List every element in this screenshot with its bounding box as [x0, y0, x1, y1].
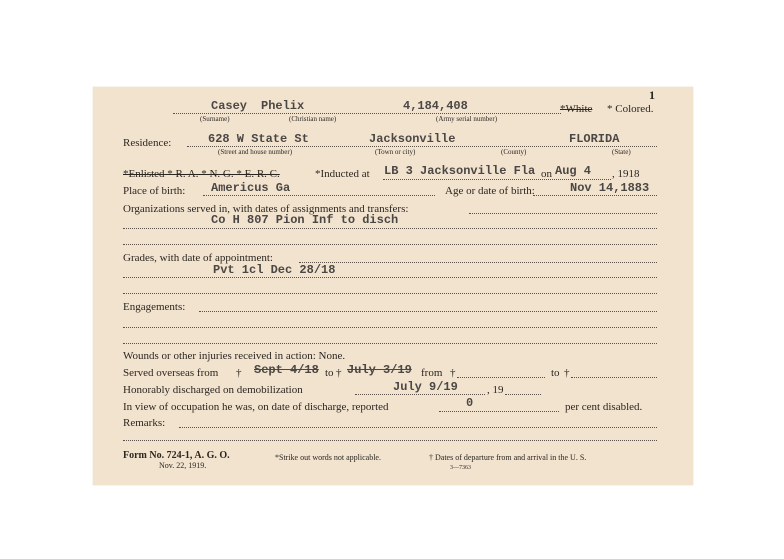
street-caption: (Street and house number)	[218, 148, 293, 156]
remarks-label: Remarks:	[123, 417, 166, 429]
overseas-from-line-2	[457, 377, 545, 378]
remarks-line-1	[179, 427, 657, 428]
form-date: Nov. 22, 1919.	[159, 461, 207, 470]
disability-value: 0	[466, 396, 474, 410]
grades-line-1	[299, 262, 657, 263]
inducted-place: LB 3 Jacksonville Fla	[384, 164, 536, 178]
overseas-from-date: Sept 4/18	[254, 363, 319, 377]
discharge-label: Honorably discharged on demobilization	[123, 384, 303, 396]
discharge-year: , 19	[487, 384, 504, 396]
overseas-dagger-3: †	[450, 367, 456, 379]
footer-note-strike: *Strike out words not applicable.	[275, 453, 381, 462]
inducted-line	[383, 179, 611, 180]
overseas-to-label-2: to	[551, 367, 560, 379]
race-colored: * Colored.	[607, 103, 654, 115]
inducted-date: Aug 4	[555, 164, 592, 178]
overseas-to-line-2	[571, 377, 657, 378]
organizations-line-3	[123, 244, 657, 245]
overseas-dagger-2: †	[336, 367, 342, 379]
discharge-year-line	[505, 394, 541, 395]
organizations-line-2	[123, 228, 657, 229]
serial-caption: (Army serial number)	[436, 115, 498, 123]
overseas-to-label-1: to	[325, 367, 334, 379]
grades-line-2	[123, 277, 657, 278]
serial-number-value: 4,184,408	[403, 99, 468, 113]
inducted-year: , 1918	[612, 168, 640, 180]
engagements-label: Engagements:	[123, 301, 186, 313]
county-caption: (County)	[501, 148, 527, 156]
remarks-line-2	[123, 440, 657, 441]
form-number: Form No. 724-1, A. G. O.	[123, 450, 230, 461]
overseas-from-label-2: from	[421, 367, 443, 379]
surname-value: Casey	[211, 99, 248, 113]
footer-note-dates: † Dates of departure from and arrival in the U. S.	[429, 453, 587, 462]
grades-label: Grades, with date of appointment:	[123, 252, 273, 264]
birth-date-value: Nov 14,1883	[570, 181, 650, 195]
residence-line	[187, 146, 657, 147]
residence-state: FLORIDA	[569, 132, 620, 146]
grades-value: Pvt 1cl Dec 28/18	[213, 263, 336, 277]
disability-line	[439, 411, 559, 412]
service-card	[93, 87, 693, 485]
residence-town: Jacksonville	[369, 132, 456, 146]
wounds-label: Wounds or other injuries received in action: None.	[123, 350, 346, 362]
organizations-label: Organizations served in, with dates of assignments and transfers:	[123, 203, 409, 215]
surname-caption: (Surname)	[200, 115, 230, 123]
enlisted-struck-text: *Enlisted * R. A. * N. G. * E. R. C.	[123, 168, 280, 180]
residence-street: 628 W State St	[208, 132, 309, 146]
engagements-line-3	[123, 343, 657, 344]
overseas-dagger-1: †	[236, 367, 242, 379]
overseas-label: Served overseas from	[123, 367, 219, 379]
print-code: 3—7363	[450, 465, 471, 471]
engagements-line-2	[123, 327, 657, 328]
residence-label: Residence:	[123, 137, 172, 149]
organizations-value: Co H 807 Pion Inf to disch	[211, 213, 399, 227]
town-caption: (Town or city)	[375, 148, 416, 156]
overseas-to-date: July 3/19	[347, 363, 412, 377]
grades-line-3	[123, 293, 657, 294]
overseas-dagger-4: †	[564, 367, 570, 379]
birth-date-line	[533, 195, 657, 196]
organizations-line-1	[469, 213, 657, 214]
discharge-date: July 9/19	[393, 380, 458, 394]
disability-suffix: per cent disabled.	[565, 401, 643, 413]
page-number: 1	[649, 88, 655, 102]
birth-place-label: Place of birth:	[123, 185, 186, 197]
state-caption: (State)	[612, 148, 631, 156]
inducted-label: *Inducted at	[315, 168, 370, 180]
christian-caption: (Christian name)	[289, 115, 337, 123]
engagements-line-1	[199, 311, 657, 312]
age-label: Age or date of birth:	[445, 185, 535, 197]
on-label: on	[541, 168, 552, 180]
christian-name-value: Phelix	[261, 99, 305, 113]
birth-place-line	[203, 195, 435, 196]
name-line	[173, 113, 561, 114]
occupation-label: In view of occupation he was, on date of discharge, reported	[123, 401, 389, 413]
birth-place-value: Americus Ga	[211, 181, 291, 195]
discharge-line	[355, 394, 485, 395]
race-white: *White	[560, 103, 593, 115]
